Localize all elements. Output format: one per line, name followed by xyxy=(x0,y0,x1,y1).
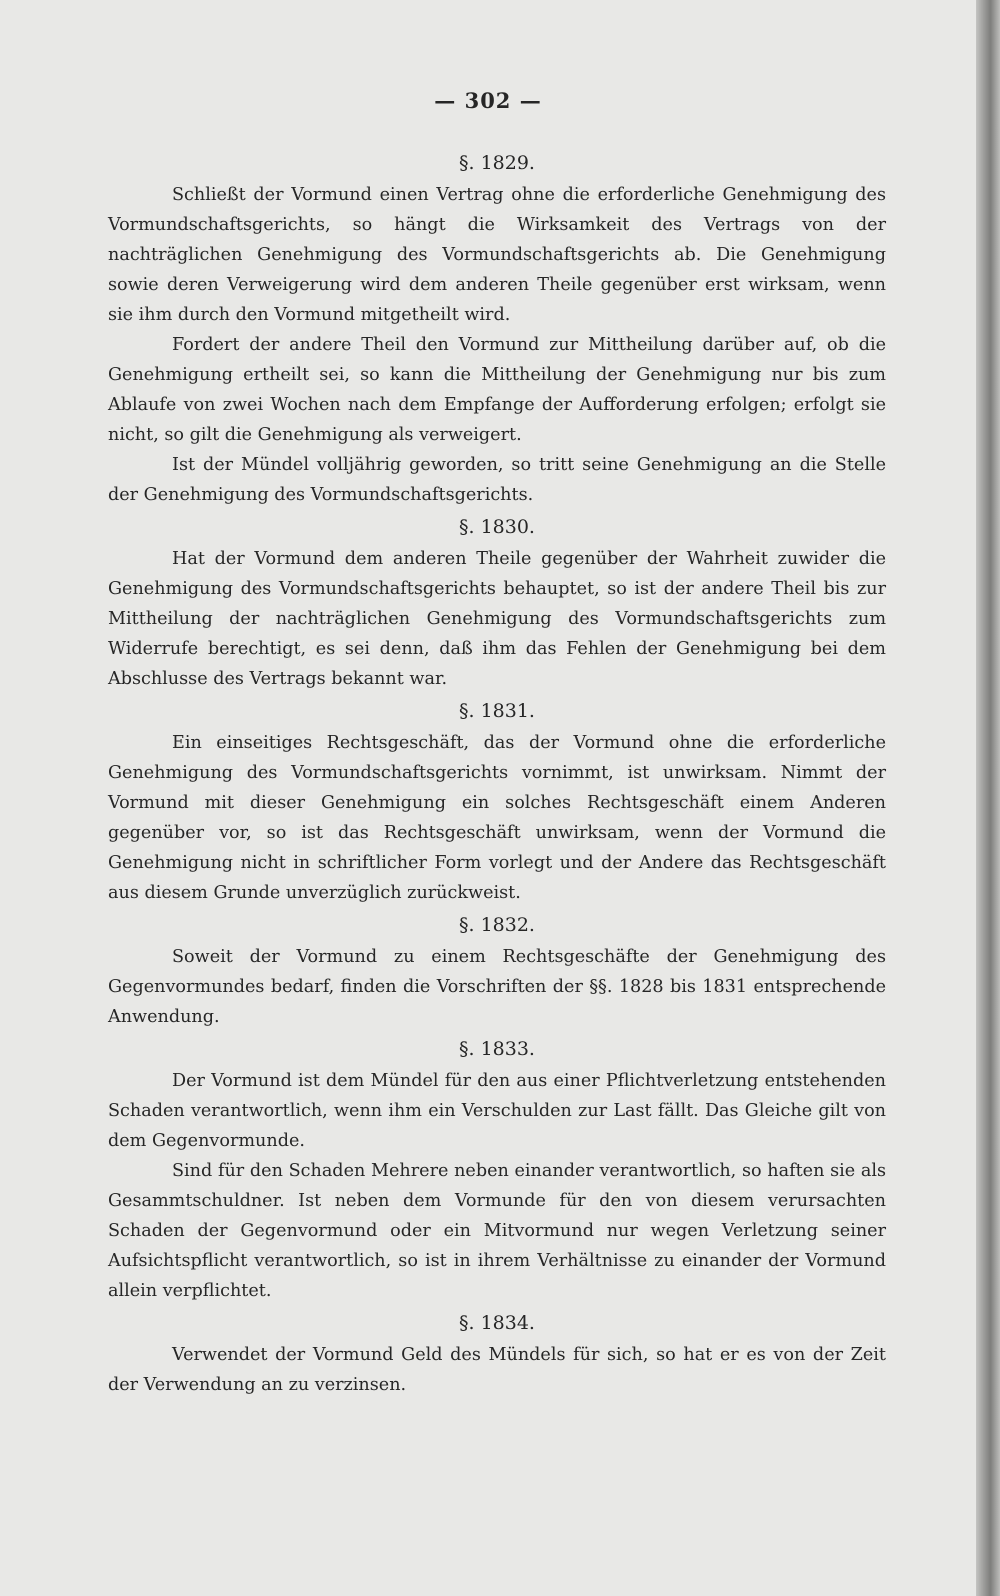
section-1829 xyxy=(108,148,886,510)
paragraph: Fordert der andere Theil den Vormund zur Mittheilung darüber auf, ob die Genehmigung ertheilt sei, so kann die Mittheilung der Genehmigung nur bis zum Ablaufe von zwei Wochen nach dem Empfange der Aufforderung erfolgen; erfolgt sie nicht, so gilt die Genehmigung als verweigert. xyxy=(108,335,886,445)
section-heading: §. 1833. xyxy=(459,1038,535,1060)
paragraph: Ein einseitiges Rechtsgeschäft, das der Vormund ohne die erforderliche Genehmigung des Vormundschaftsgerichts vornimmt, ist unwirksam. Nimmt der Vormund mit dieser Genehmigung ein solches Rechtsgeschäft einem Anderen gegenüber vor, so ist das Rechtsgeschäft unwirksam, wenn der Vormund die Genehmigung nicht in schriftlicher Form vorlegt und der Andere das Rechtsgeschäft aus diesem Grunde unverzüglich zurückweist. xyxy=(108,733,886,903)
section-heading: §. 1832. xyxy=(459,914,535,936)
book-gutter-edge xyxy=(976,0,1000,1596)
section-1831 xyxy=(108,696,886,908)
paragraph: Verwendet der Vormund Geld des Mündels für sich, so hat er es von der Zeit der Verwendung an zu verzinsen. xyxy=(108,1345,886,1395)
section-heading: §. 1831. xyxy=(459,700,535,722)
section-1834 xyxy=(108,1308,886,1400)
body-text xyxy=(108,146,886,1400)
paragraph: Ist der Mündel volljährig geworden, so tritt seine Genehmigung an die Stelle der Genehmigung des Vormundschaftsgerichts. xyxy=(108,455,886,505)
paragraph: Hat der Vormund dem anderen Theile gegenüber der Wahrheit zuwider die Genehmigung des Vormundschaftsgerichts behauptet, so ist der andere Theil bis zur Mittheilung der nachträglichen Genehmigung des Vormundschaftsgerichts zum Widerrufe berechtigt, es sei denn, daß ihm das Fehlen der Genehmigung bei dem Abschlusse des Vertrags bekannt war. xyxy=(108,549,886,689)
paragraph: Sind für den Schaden Mehrere neben einander verantwortlich, so haften sie als Gesammtschuldner. Ist neben dem Vormunde für den von diesem verursachten Schaden der Gegenvormund oder ein Mitvormund nur wegen Verletzung seiner Aufsichtspflicht verantwortlich, so ist in ihrem Verhältnisse zu einander der Vormund allein verpflichtet. xyxy=(108,1161,886,1301)
paragraph: Soweit der Vormund zu einem Rechtsgeschäfte der Genehmigung des Gegenvormundes bedarf, finden die Vorschriften der §§. 1828 bis 1831 entsprechende Anwendung. xyxy=(108,947,886,1027)
section-1830 xyxy=(108,512,886,694)
paragraph: Schließt der Vormund einen Vertrag ohne die erforderliche Genehmigung des Vormundschaftsgerichts, so hängt die Wirksamkeit des Vertrags von der nachträglichen Genehmigung des Vormundschaftsgerichts ab. Die Genehmigung sowie deren Verweigerung wird dem anderen Theile gegenüber erst wirksam, wenn sie ihm durch den Vormund mitgetheilt wird. xyxy=(108,185,886,325)
section-heading: §. 1834. xyxy=(459,1312,535,1334)
paragraph: Der Vormund ist dem Mündel für den aus einer Pflichtverletzung entstehenden Schaden verantwortlich, wenn ihm ein Verschulden zur Last fällt. Das Gleiche gilt von dem Gegenvormunde. xyxy=(108,1071,886,1151)
page-number: — 302 — xyxy=(434,88,542,113)
section-1832 xyxy=(108,910,886,1032)
section-heading: §. 1829. xyxy=(459,152,535,174)
section-heading: §. 1830. xyxy=(459,516,535,538)
section-1833 xyxy=(108,1034,886,1306)
